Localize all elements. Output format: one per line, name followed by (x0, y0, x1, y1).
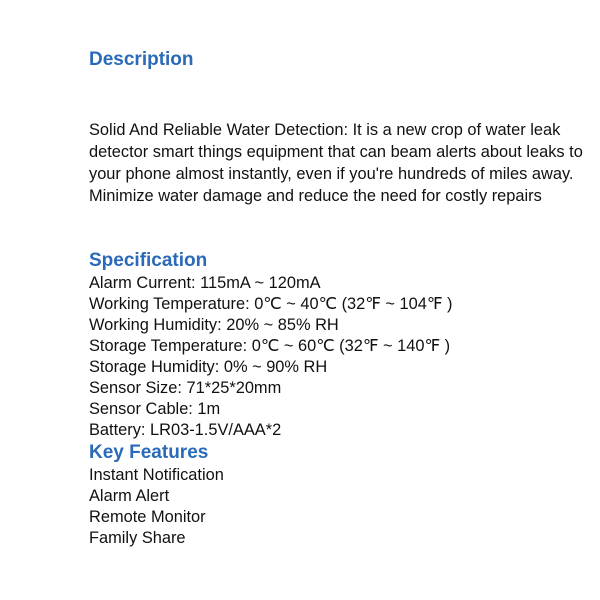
spec-storage-temperature: Storage Temperature: 0℃ ~ 60℃ (32℉ ~ 140℉ ) (89, 337, 451, 355)
feature-family-share: Family Share (89, 529, 186, 547)
feature-remote-monitor: Remote Monitor (89, 508, 206, 526)
spec-sensor-size: Sensor Size: 71*25*20mm (89, 379, 282, 397)
spec-working-temperature: Working Temperature: 0℃ ~ 40℃ (32℉ ~ 104℉ ) (89, 295, 453, 313)
spec-working-humidity: Working Humidity: 20% ~ 85% RH (89, 316, 339, 334)
spec-battery: Battery: LR03-1.5V/AAA*2 (89, 421, 282, 439)
spec-alarm-current: Alarm Current: 115mA ~ 120mA (89, 274, 321, 292)
description-text: Solid And Reliable Water Detection: It is a new crop of water leak detector smart things equipment that can beam alerts about leaks to your phone almost instantly, even if you're hundreds of miles away. Minimize water damage and reduce the need for costly repairs (89, 121, 583, 205)
feature-instant-notification: Instant Notification (89, 466, 224, 484)
product-description-document (89, 48, 589, 549)
description-heading: Description (89, 49, 194, 70)
specification-list (89, 273, 589, 441)
specification-heading: Specification (89, 250, 208, 271)
key-features-list (89, 465, 589, 549)
key-features-heading: Key Features (89, 442, 209, 463)
spec-storage-humidity: Storage Humidity: 0% ~ 90% RH (89, 358, 328, 376)
feature-alarm-alert: Alarm Alert (89, 487, 170, 505)
spec-sensor-cable: Sensor Cable: 1m (89, 400, 221, 418)
